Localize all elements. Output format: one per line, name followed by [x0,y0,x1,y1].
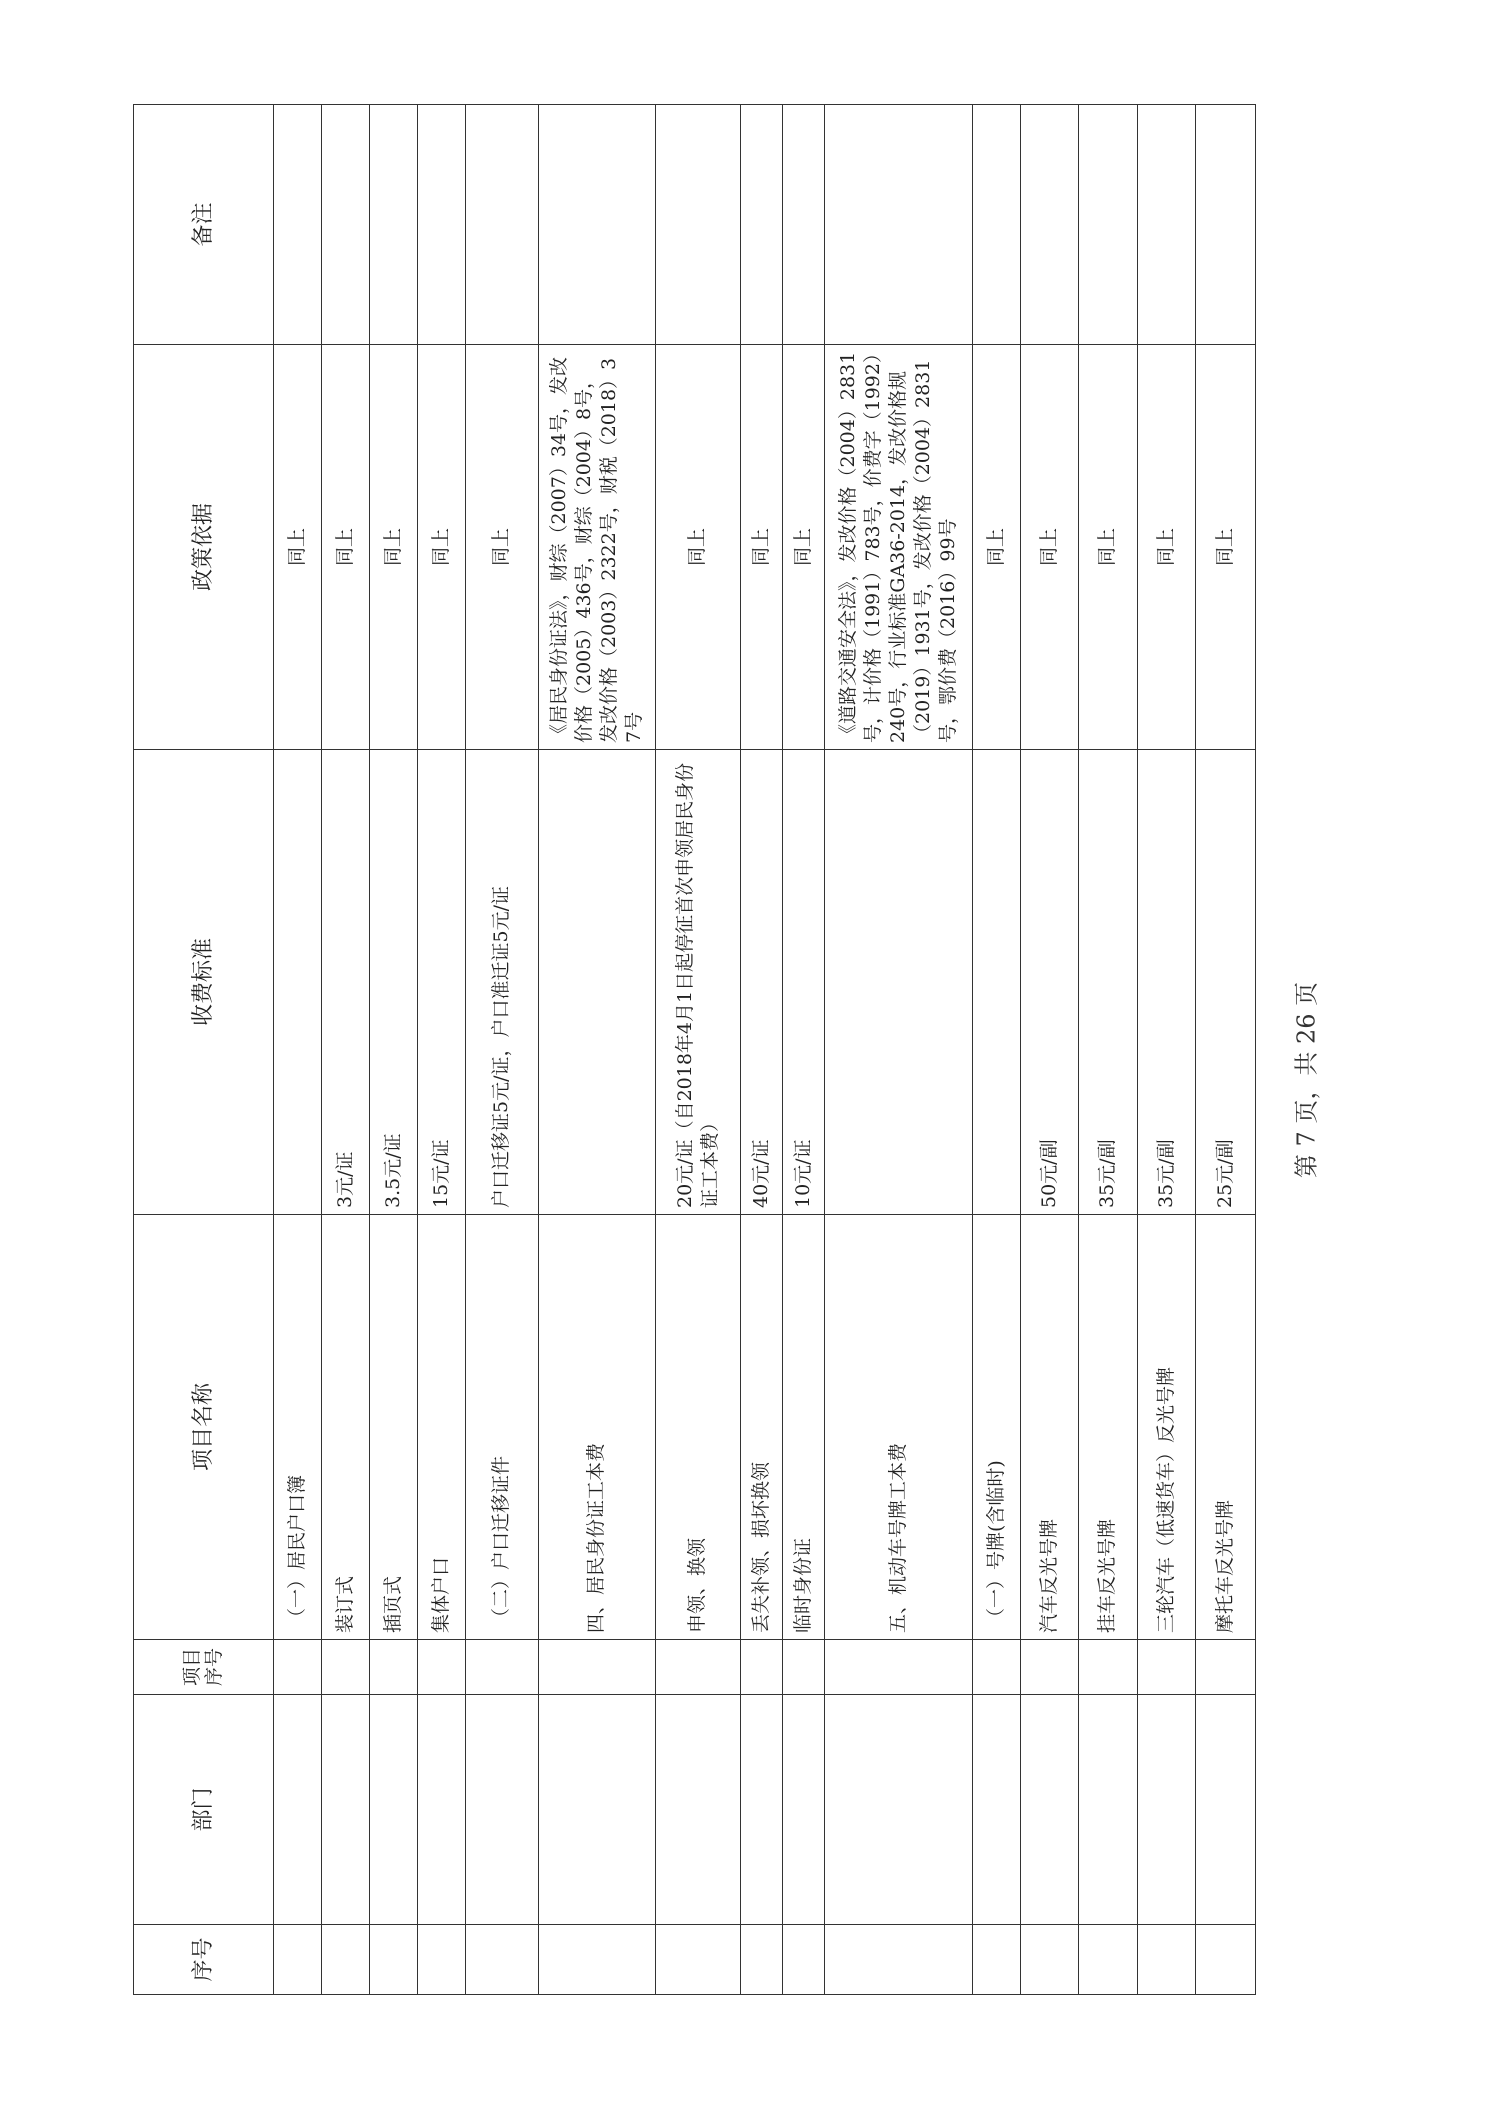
cell-fee-standard: 3元/证 [322,750,370,1215]
cell-item-name: 挂车反光号牌 [1079,1215,1138,1640]
cell-item-name: （二）户口迁移证件 [466,1215,539,1640]
cell-seq [466,1925,539,1995]
cell-remarks [1138,105,1196,345]
cell-policy-basis: 同上 [1196,345,1256,750]
cell-dept [656,1695,741,1925]
cell-item-name: （一）号牌(含临时) [973,1215,1021,1640]
cell-item-name: 三轮汽车（低速货车）反光号牌 [1138,1215,1196,1640]
cell-remarks [418,105,466,345]
cell-dept [539,1695,656,1925]
cell-item-name: 装订式 [322,1215,370,1640]
cell-policy-basis: 《道路交通安全法》，发改价格（2004）2831号，计价格（1991）783号，价费字（1992）240号，行业标准GA36-2014，发改价格规（2019）1931号，发改价格（2004）2831号，鄂价费（2016）99号 [825,345,973,750]
cell-fee-standard: 35元/副 [1138,750,1196,1215]
cell-remarks [322,105,370,345]
cell-dept [418,1695,466,1925]
cell-remarks [274,105,322,345]
cell-seq [741,1925,783,1995]
cell-item-seq [973,1640,1021,1695]
fee-table [133,104,1256,1995]
cell-policy-basis: 同上 [973,345,1021,750]
table-row [274,105,322,1995]
cell-seq [322,1925,370,1995]
cell-fee-standard [539,750,656,1215]
cell-dept [1021,1695,1079,1925]
cell-policy-basis: 同上 [322,345,370,750]
cell-dept [825,1695,973,1925]
cell-remarks [539,105,656,345]
cell-dept [466,1695,539,1925]
cell-dept [1138,1695,1196,1925]
cell-item-name: 集体户口 [418,1215,466,1640]
cell-seq [1079,1925,1138,1995]
cell-fee-standard [274,750,322,1215]
cell-dept [973,1695,1021,1925]
cell-seq [370,1925,418,1995]
table-row [322,105,370,1995]
cell-item-name: 插页式 [370,1215,418,1640]
cell-item-name: （一）居民户口簿 [274,1215,322,1640]
cell-remarks [1021,105,1079,345]
cell-remarks [1079,105,1138,345]
cell-remarks [1196,105,1256,345]
cell-policy-basis: 同上 [741,345,783,750]
table-row [1196,105,1256,1995]
cell-item-seq [274,1640,322,1695]
cell-dept [1079,1695,1138,1925]
cell-item-seq [466,1640,539,1695]
page-number: 第 7 页，共 26 页 [1292,981,1321,1179]
cell-item-seq [1196,1640,1256,1695]
cell-seq [1021,1925,1079,1995]
cell-seq [973,1925,1021,1995]
cell-policy-basis: 同上 [370,345,418,750]
cell-remarks [973,105,1021,345]
header-seq: 序号 [134,1925,274,1995]
cell-seq [1196,1925,1256,1995]
table-header-row [134,105,274,1995]
cell-fee-standard: 户口迁移证5元/证，户口准迁证5元/证 [466,750,539,1215]
cell-seq [825,1925,973,1995]
cell-policy-basis: 同上 [466,345,539,750]
cell-remarks [466,105,539,345]
cell-fee-standard: 10元/证 [783,750,825,1215]
table-row [1021,105,1079,1995]
cell-item-name: 临时身份证 [783,1215,825,1640]
cell-policy-basis: 《居民身份证法》，财综（2007）34号，发改价格（2005）436号，财综（2004）8号，发改价格（2003）2322号，财税（2018）37号 [539,345,656,750]
table-row [418,105,466,1995]
cell-remarks [783,105,825,345]
header-item-name: 项目名称 [134,1215,274,1640]
cell-dept [322,1695,370,1925]
cell-item-seq [741,1640,783,1695]
cell-seq [274,1925,322,1995]
cell-item-name: 申领、换领 [656,1215,741,1640]
cell-item-name: 丢失补领、损坏换领 [741,1215,783,1640]
cell-dept [1196,1695,1256,1925]
header-fee-standard: 收费标准 [134,750,274,1215]
cell-seq [783,1925,825,1995]
cell-dept [370,1695,418,1925]
table-row [783,105,825,1995]
cell-fee-standard: 35元/副 [1079,750,1138,1215]
cell-dept [274,1695,322,1925]
cell-fee-standard: 20元/证（自2018年4月1日起停征首次申领居民身份证工本费） [656,750,741,1215]
cell-policy-basis: 同上 [1079,345,1138,750]
cell-item-name: 摩托车反光号牌 [1196,1215,1256,1640]
cell-seq [656,1925,741,1995]
header-policy-basis: 政策依据 [134,345,274,750]
header-dept: 部门 [134,1695,274,1925]
cell-item-seq [656,1640,741,1695]
table-row [539,105,656,1995]
header-remarks: 备注 [134,105,274,345]
cell-fee-standard: 40元/证 [741,750,783,1215]
table-row [741,105,783,1995]
cell-item-seq [783,1640,825,1695]
cell-fee-standard [825,750,973,1215]
cell-seq [418,1925,466,1995]
cell-fee-standard: 50元/副 [1021,750,1079,1215]
cell-remarks [741,105,783,345]
rotated-page [133,105,1473,1995]
table-row [973,105,1021,1995]
cell-item-name: 汽车反光号牌 [1021,1215,1079,1640]
cell-dept [741,1695,783,1925]
cell-item-seq [1138,1640,1196,1695]
cell-policy-basis: 同上 [418,345,466,750]
cell-seq [539,1925,656,1995]
cell-policy-basis: 同上 [274,345,322,750]
table-row [1079,105,1138,1995]
cell-item-seq [418,1640,466,1695]
table-row [466,105,539,1995]
cell-item-seq [825,1640,973,1695]
header-item-seq: 项目序号 [134,1640,274,1695]
cell-remarks [656,105,741,345]
cell-item-name: 四、居民身份证工本费 [539,1215,656,1640]
cell-item-seq [322,1640,370,1695]
cell-dept [783,1695,825,1925]
cell-policy-basis: 同上 [783,345,825,750]
table-row [825,105,973,1995]
cell-fee-standard: 15元/证 [418,750,466,1215]
cell-item-seq [1021,1640,1079,1695]
cell-item-name: 五、机动车号牌工本费 [825,1215,973,1640]
cell-item-seq [1079,1640,1138,1695]
cell-fee-standard: 25元/副 [1196,750,1256,1215]
cell-policy-basis: 同上 [656,345,741,750]
cell-seq [1138,1925,1196,1995]
table-row [656,105,741,1995]
cell-item-seq [370,1640,418,1695]
table-row [370,105,418,1995]
table-row [1138,105,1196,1995]
cell-fee-standard: 3.5元/证 [370,750,418,1215]
cell-policy-basis: 同上 [1021,345,1079,750]
cell-item-seq [539,1640,656,1695]
cell-policy-basis: 同上 [1138,345,1196,750]
cell-remarks [370,105,418,345]
cell-fee-standard [973,750,1021,1215]
page-footer [1284,960,1324,1200]
cell-remarks [825,105,973,345]
